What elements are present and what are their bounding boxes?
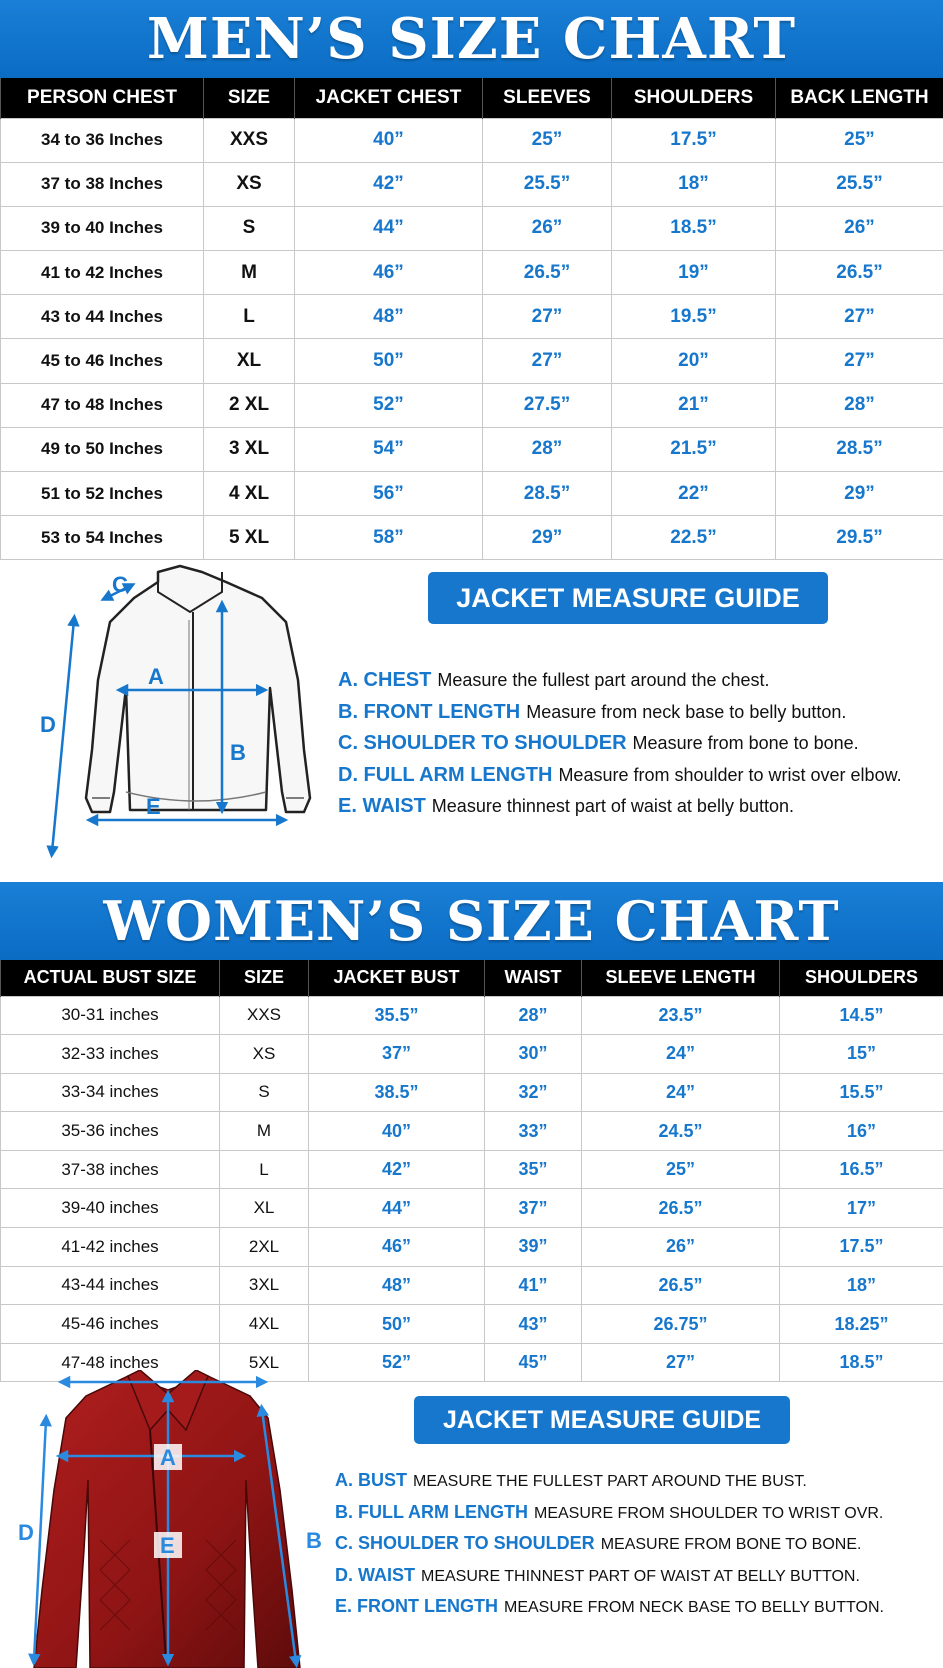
- guide-term: D. FULL ARM LENGTH: [338, 763, 553, 786]
- table-cell: 43”: [485, 1305, 582, 1344]
- table-cell: 41-42 inches: [1, 1228, 220, 1267]
- table-row: [1, 206, 943, 250]
- table-cell: 28”: [776, 383, 943, 427]
- guide-description: Measure thinnest part of waist at belly button.: [431, 796, 794, 816]
- diagram-label-a: A: [160, 1445, 176, 1470]
- table-cell: 47 to 48 Inches: [1, 383, 204, 427]
- table-cell: S: [220, 1073, 309, 1112]
- table-cell: 45”: [485, 1343, 582, 1382]
- table-cell: 16”: [780, 1112, 943, 1151]
- table-cell: S: [204, 206, 295, 250]
- table-cell: 39-40 inches: [1, 1189, 220, 1228]
- table-cell: 37-38 inches: [1, 1150, 220, 1189]
- diagram-label-e: E: [160, 1533, 175, 1558]
- table-cell: 19”: [612, 251, 776, 295]
- guide-term: E. FRONT LENGTH: [335, 1596, 498, 1616]
- table-cell: 27”: [483, 339, 612, 383]
- table-cell: 2 XL: [204, 383, 295, 427]
- table-cell: 45-46 inches: [1, 1305, 220, 1344]
- table-cell: 18.5”: [612, 206, 776, 250]
- table-cell: 27.5”: [483, 383, 612, 427]
- table-cell: 2XL: [220, 1228, 309, 1267]
- table-cell: 35”: [485, 1150, 582, 1189]
- table-cell: XS: [220, 1035, 309, 1074]
- table-cell: 22”: [612, 472, 776, 516]
- table-cell: 24”: [582, 1035, 780, 1074]
- table-cell: 45 to 46 Inches: [1, 339, 204, 383]
- table-cell: 17.5”: [780, 1228, 943, 1267]
- table-cell: 15”: [780, 1035, 943, 1074]
- table-cell: 27”: [776, 339, 943, 383]
- table-cell: 29”: [776, 472, 943, 516]
- table-cell: 26.5”: [582, 1266, 780, 1305]
- guide-term: A. CHEST: [338, 669, 432, 691]
- table-cell: 49 to 50 Inches: [1, 427, 204, 471]
- women-measure-guide-list: [335, 1465, 884, 1623]
- guide-term: C. SHOULDER TO SHOULDER: [335, 1533, 595, 1553]
- table-cell: 42”: [309, 1150, 485, 1189]
- list-item: [335, 1560, 884, 1592]
- men-size-chart-title: MEN’S SIZE CHART: [146, 6, 797, 72]
- list-item: [335, 1497, 884, 1529]
- table-cell: 25”: [483, 118, 612, 162]
- table-cell: 17”: [780, 1189, 943, 1228]
- table-cell: 38.5”: [309, 1073, 485, 1112]
- table-row: [1, 162, 943, 206]
- table-cell: 28.5”: [483, 472, 612, 516]
- header-back-length: BACK LENGTH: [776, 78, 943, 118]
- table-row: [1, 295, 943, 339]
- table-row: [1, 996, 943, 1035]
- guide-description: Measure from bone to bone.: [632, 733, 859, 753]
- table-cell: XXS: [204, 118, 295, 162]
- guide-description: MEASURE THE FULLEST PART AROUND THE BUST.: [413, 1473, 807, 1490]
- table-row: [1, 1305, 943, 1344]
- guide-description: MEASURE FROM BONE TO BONE.: [600, 1536, 862, 1553]
- list-item: [338, 728, 902, 760]
- diagram-label-d: D: [40, 712, 56, 737]
- table-cell: XL: [204, 339, 295, 383]
- table-cell: 48”: [295, 295, 483, 339]
- table-cell: M: [220, 1112, 309, 1151]
- table-cell: 28”: [483, 427, 612, 471]
- guide-description: MEASURE FROM SHOULDER TO WRIST OVR.: [533, 1504, 884, 1522]
- women-jacket-measure-guide-button: JACKET MEASURE GUIDE: [414, 1396, 790, 1444]
- table-cell: 4 XL: [204, 472, 295, 516]
- table-cell: 28.5”: [776, 427, 943, 471]
- men-measure-guide-list: [338, 665, 902, 823]
- table-cell: 3 XL: [204, 427, 295, 471]
- table-cell: 46”: [309, 1228, 485, 1267]
- table-cell: 15.5”: [780, 1073, 943, 1112]
- table-row: [1, 1228, 943, 1267]
- list-item: [335, 1528, 884, 1560]
- table-row: [1, 1150, 943, 1189]
- header-jacket-chest: JACKET CHEST: [295, 78, 483, 118]
- table-row: [1, 1266, 943, 1305]
- table-row: [1, 472, 943, 516]
- table-cell: 18.25”: [780, 1305, 943, 1344]
- table-row: [1, 1073, 943, 1112]
- table-row: [1, 427, 943, 471]
- header-shoulders: SHOULDERS: [612, 78, 776, 118]
- list-item: [338, 697, 902, 729]
- table-cell: 26”: [582, 1228, 780, 1267]
- women-size-table: [0, 960, 943, 1382]
- table-cell: 26”: [483, 206, 612, 250]
- list-item: [338, 665, 902, 697]
- list-item: [338, 760, 902, 792]
- table-cell: 4XL: [220, 1305, 309, 1344]
- table-cell: XS: [204, 162, 295, 206]
- guide-term: D. WAIST: [335, 1564, 415, 1585]
- table-cell: 27”: [483, 295, 612, 339]
- list-item: [338, 791, 902, 823]
- diagram-label-a: A: [148, 664, 164, 689]
- header-person-chest: PERSON CHEST: [1, 78, 204, 118]
- table-cell: 20”: [612, 339, 776, 383]
- table-cell: 52”: [295, 383, 483, 427]
- table-cell: 24”: [582, 1073, 780, 1112]
- table-cell: 27”: [582, 1343, 780, 1382]
- table-cell: 40”: [309, 1112, 485, 1151]
- guide-term: C. SHOULDER TO SHOULDER: [338, 732, 627, 754]
- table-cell: 34 to 36 Inches: [1, 118, 204, 162]
- table-cell: 17.5”: [612, 118, 776, 162]
- table-cell: 26”: [776, 206, 943, 250]
- women-size-chart-banner: [0, 882, 943, 960]
- header-shoulders: SHOULDERS: [780, 960, 943, 996]
- header-size: SIZE: [220, 960, 309, 996]
- diagram-label-d: D: [18, 1520, 34, 1545]
- table-cell: 41”: [485, 1266, 582, 1305]
- men-size-chart-banner: [0, 0, 943, 78]
- table-cell: 22.5”: [612, 516, 776, 560]
- table-cell: 43 to 44 Inches: [1, 295, 204, 339]
- list-item: [335, 1591, 884, 1623]
- table-cell: 43-44 inches: [1, 1266, 220, 1305]
- guide-term: E. WAIST: [338, 795, 426, 817]
- list-item: [335, 1465, 884, 1497]
- table-cell: 48”: [309, 1266, 485, 1305]
- table-cell: 33”: [485, 1112, 582, 1151]
- table-cell: 53 to 54 Inches: [1, 516, 204, 560]
- diagram-label-c: C: [112, 572, 128, 597]
- table-cell: 54”: [295, 427, 483, 471]
- table-cell: 18”: [612, 162, 776, 206]
- table-cell: 33-34 inches: [1, 1073, 220, 1112]
- table-cell: 21”: [612, 383, 776, 427]
- table-cell: 50”: [309, 1305, 485, 1344]
- table-row: [1, 339, 943, 383]
- table-row: [1, 118, 943, 162]
- table-cell: 35.5”: [309, 996, 485, 1035]
- header-waist: WAIST: [485, 960, 582, 996]
- guide-description: Measure the fullest part around the chest.: [437, 670, 770, 690]
- table-cell: 37”: [309, 1035, 485, 1074]
- table-cell: 19.5”: [612, 295, 776, 339]
- table-cell: 35-36 inches: [1, 1112, 220, 1151]
- table-cell: 46”: [295, 251, 483, 295]
- women-size-chart-title: WOMEN’S SIZE CHART: [103, 889, 840, 953]
- table-cell: 26.75”: [582, 1305, 780, 1344]
- guide-term: B. FRONT LENGTH: [338, 700, 521, 723]
- table-cell: 58”: [295, 516, 483, 560]
- table-cell: 26.5”: [582, 1189, 780, 1228]
- table-header-row: [1, 960, 943, 996]
- header-sleeve-length: SLEEVE LENGTH: [582, 960, 780, 996]
- table-cell: 24.5”: [582, 1112, 780, 1151]
- table-cell: 52”: [309, 1343, 485, 1382]
- table-cell: 44”: [309, 1189, 485, 1228]
- table-row: [1, 1189, 943, 1228]
- guide-description: MEASURE FROM NECK BASE TO BELLY BUTTON.: [504, 1599, 884, 1616]
- table-cell: 18.5”: [780, 1343, 943, 1382]
- header-actual-bust-size: ACTUAL BUST SIZE: [1, 960, 220, 996]
- table-cell: 37 to 38 Inches: [1, 162, 204, 206]
- table-cell: 3XL: [220, 1266, 309, 1305]
- table-cell: 5XL: [220, 1343, 309, 1382]
- table-cell: 56”: [295, 472, 483, 516]
- header-size: SIZE: [204, 78, 295, 118]
- table-cell: 30-31 inches: [1, 996, 220, 1035]
- table-cell: 25”: [582, 1150, 780, 1189]
- table-cell: 50”: [295, 339, 483, 383]
- table-cell: 25.5”: [776, 162, 943, 206]
- table-cell: 5 XL: [204, 516, 295, 560]
- women-red-leather-jacket-icon: [0, 1370, 330, 1668]
- table-cell: 16.5”: [780, 1150, 943, 1189]
- table-cell: XXS: [220, 996, 309, 1035]
- table-cell: M: [204, 251, 295, 295]
- table-cell: 47-48 inches: [1, 1343, 220, 1382]
- diagram-label-b: B: [230, 740, 246, 765]
- guide-description: MEASURE THINNEST PART OF WAIST AT BELLY BUTTON.: [421, 1567, 860, 1585]
- table-cell: 29”: [483, 516, 612, 560]
- table-cell: 39”: [485, 1228, 582, 1267]
- table-cell: 40”: [295, 118, 483, 162]
- table-cell: 23.5”: [582, 996, 780, 1035]
- table-cell: 39 to 40 Inches: [1, 206, 204, 250]
- table-cell: 44”: [295, 206, 483, 250]
- table-cell: 28”: [485, 996, 582, 1035]
- table-cell: 51 to 52 Inches: [1, 472, 204, 516]
- table-cell: 18”: [780, 1266, 943, 1305]
- table-cell: 26.5”: [483, 251, 612, 295]
- table-cell: 30”: [485, 1035, 582, 1074]
- table-cell: 42”: [295, 162, 483, 206]
- men-jacket-measure-guide-button: JACKET MEASURE GUIDE: [428, 572, 828, 624]
- table-cell: 25”: [776, 118, 943, 162]
- guide-term: B. FULL ARM LENGTH: [335, 1501, 528, 1522]
- table-cell: L: [204, 295, 295, 339]
- table-row: [1, 1035, 943, 1074]
- table-cell: 41 to 42 Inches: [1, 251, 204, 295]
- header-jacket-bust: JACKET BUST: [309, 960, 485, 996]
- table-cell: 26.5”: [776, 251, 943, 295]
- men-jacket-outline-icon: [0, 560, 330, 880]
- table-cell: 14.5”: [780, 996, 943, 1035]
- table-cell: XL: [220, 1189, 309, 1228]
- table-cell: 29.5”: [776, 516, 943, 560]
- guide-term: A. BUST: [335, 1470, 407, 1490]
- table-cell: 21.5”: [612, 427, 776, 471]
- table-cell: 32-33 inches: [1, 1035, 220, 1074]
- table-cell: 27”: [776, 295, 943, 339]
- diagram-label-b: B: [306, 1528, 322, 1553]
- table-cell: L: [220, 1150, 309, 1189]
- men-size-table: [0, 78, 943, 560]
- table-row: [1, 251, 943, 295]
- table-row: [1, 516, 943, 560]
- table-cell: 25.5”: [483, 162, 612, 206]
- guide-description: Measure from shoulder to wrist over elbow.: [558, 764, 902, 785]
- table-row: [1, 383, 943, 427]
- table-cell: 32”: [485, 1073, 582, 1112]
- diagram-label-e: E: [146, 794, 161, 819]
- table-row: [1, 1112, 943, 1151]
- table-header-row: [1, 78, 943, 118]
- guide-description: Measure from neck base to belly button.: [526, 701, 847, 722]
- table-cell: 37”: [485, 1189, 582, 1228]
- header-sleeves: SLEEVES: [483, 78, 612, 118]
